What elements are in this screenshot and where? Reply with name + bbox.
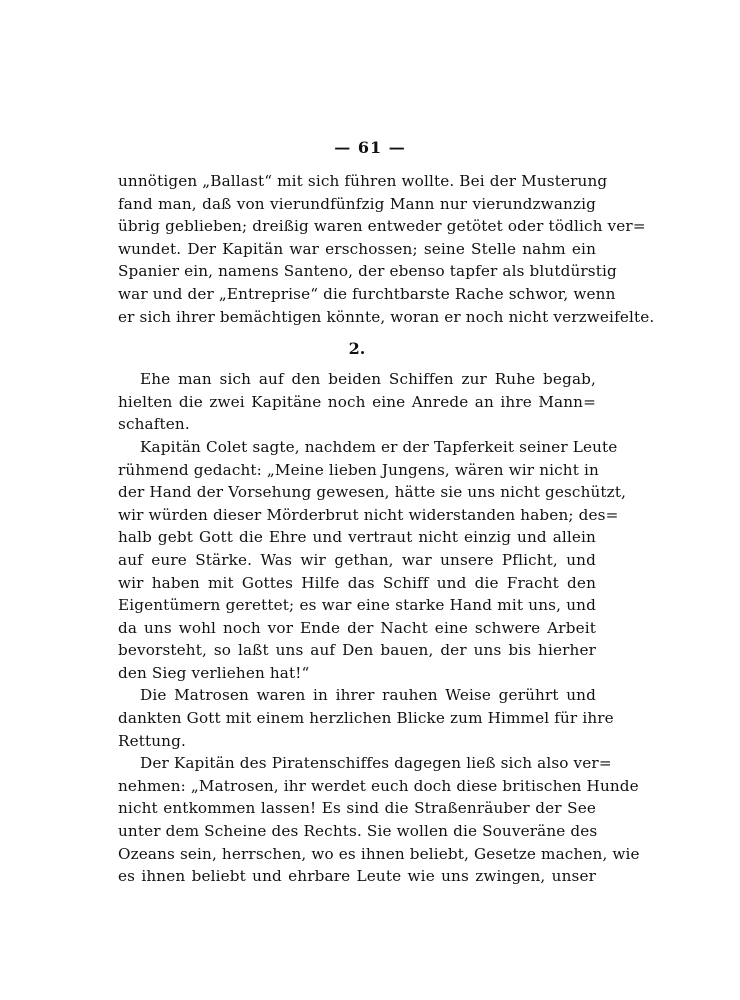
text-line: halb gebt Gott die Ehre und vertraut nicht einzig und allein bbox=[118, 528, 596, 547]
text-line: schaften. bbox=[118, 415, 190, 434]
text-line: Ehe man sich auf den beiden Schiffen zur Ruhe begab, bbox=[140, 370, 596, 389]
text-line: Kapitän Colet sagte, nachdem er der Tapferkeit seiner Leute bbox=[140, 437, 618, 456]
paragraph-4 bbox=[118, 684, 614, 752]
text-line: nehmen: „Matrosen, ihr werdet euch doch diese britischen Hunde bbox=[118, 776, 639, 795]
text-line: auf eure Stärke. Was wir gethan, war unsere Pflicht, und bbox=[118, 550, 596, 569]
text-line: wir würden dieser Mörderbrut nicht widerstanden haben; des= bbox=[118, 505, 619, 524]
text-line: war und der „Entreprise“ die furchtbarste Rache schwor, wenn bbox=[118, 284, 616, 303]
body-text bbox=[118, 170, 655, 888]
paragraph-1 bbox=[118, 170, 655, 328]
text-line: unter dem Scheine des Rechts. Sie wollen die Souveräne des bbox=[118, 822, 598, 841]
section-number: 2. bbox=[348, 339, 366, 359]
paragraph-5 bbox=[118, 752, 640, 888]
text-line: fand man, daß von vierundfünfzig Mann nur vierundzwanzig bbox=[118, 194, 596, 213]
text-line: Spanier ein, namens Santeno, der ebenso tapfer als blutdürstig bbox=[118, 262, 617, 281]
text-line: dankten Gott mit einem herzlichen Blicke zum Himmel für ihre bbox=[118, 709, 614, 728]
text-line: Rettung. bbox=[118, 731, 186, 750]
text-line: hielten die zwei Kapitäne noch eine Anrede an ihre Mann= bbox=[118, 392, 596, 411]
text-line: unnötigen „Ballast“ mit sich führen wollte. Bei der Musterung bbox=[118, 172, 608, 190]
text-line: rühmend gedacht: „Meine lieben Jungens, wären wir nicht in bbox=[118, 460, 599, 479]
text-line: da uns wohl noch vor Ende der Nacht eine schwere Arbeit bbox=[118, 618, 596, 637]
text-line: er sich ihrer bemächtigen könnte, woran er noch nicht verzweifelte. bbox=[118, 307, 655, 326]
text-line: bevorsteht, so laßt uns auf Den bauen, der uns bis hierher bbox=[118, 641, 596, 660]
text-line: Eigentümern gerettet; es war eine starke Hand mit uns, und bbox=[118, 596, 596, 615]
text-line: Die Matrosen waren in ihrer rauhen Weise gerührt und bbox=[140, 686, 596, 705]
text-line: wundet. Der Kapitän war erschossen; seine Stelle nahm ein bbox=[118, 239, 596, 258]
page-number: — 61 — bbox=[334, 138, 406, 157]
text-line: es ihnen beliebt und ehrbare Leute wie uns zwingen, unser bbox=[118, 867, 596, 886]
paragraph-2 bbox=[118, 368, 596, 436]
text-line: übrig geblieben; dreißig waren entweder getötet oder tödlich ver= bbox=[118, 217, 646, 236]
text-line: nicht entkommen lassen! Es sind die Straßenräuber der See bbox=[118, 799, 596, 818]
text-line: der Hand der Vorsehung gewesen, hätte sie uns nicht geschützt, bbox=[118, 483, 627, 502]
text-line: Der Kapitän des Piratenschiffes dagegen ließ sich also ver= bbox=[140, 754, 612, 773]
text-line: wir haben mit Gottes Hilfe das Schiff und die Fracht den bbox=[118, 573, 596, 592]
text-line: Ozeans sein, herrschen, wo es ihnen beliebt, Gesetze machen, wie bbox=[118, 844, 640, 863]
text-line: den Sieg verliehen hat!“ bbox=[118, 663, 310, 682]
paragraph-3 bbox=[118, 436, 627, 685]
